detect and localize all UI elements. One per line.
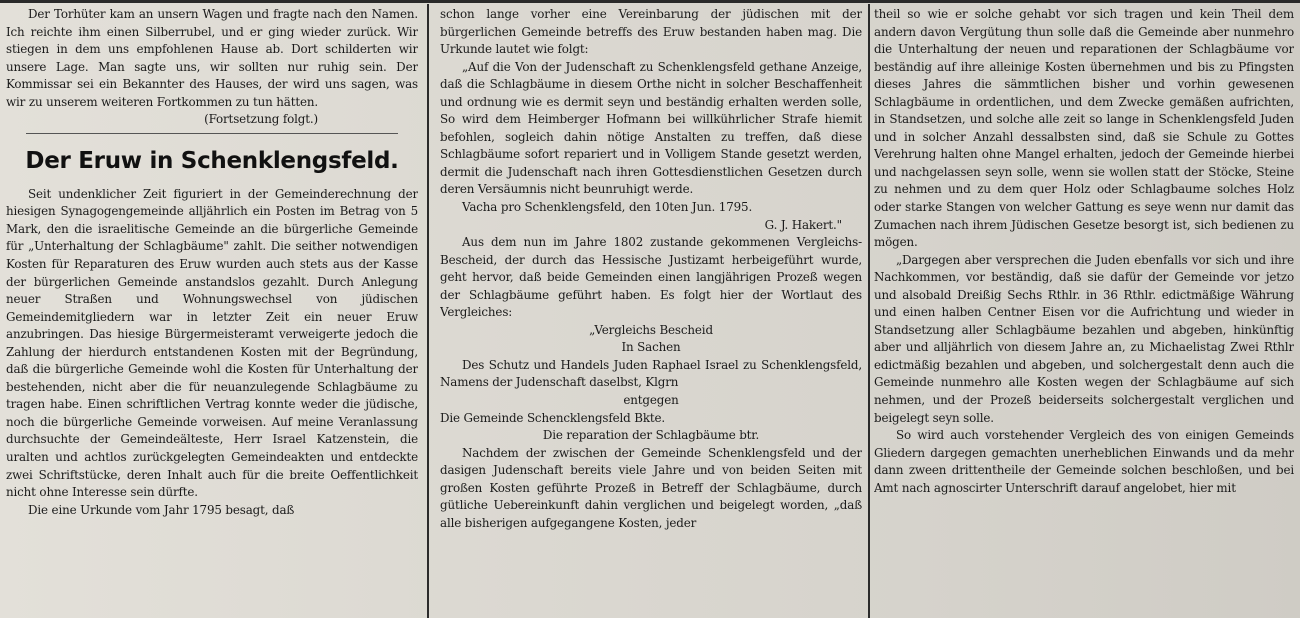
settlement-plaintiff: Des Schutz und Handels Juden Raphael Israel zu Schenklengsfeld, Namens der Judenschaft daselbst, Klgrn (440, 357, 862, 390)
column-3 (874, 6, 1294, 614)
column-2 (440, 6, 862, 614)
settlement-text-4: So wird auch vorstehender Vergleich des von einigen Gemeinds Gliedern dargegen gemachten unerheblichen Einwands und da mehr dann zween drittentheile der Gemeinde solchen beschloßen, und bei Amt nach agnoscirter Unterschrift darauf angelobet, hier mit (874, 428, 1294, 495)
column-1 (6, 6, 418, 614)
article-paragraph-3: schon lange vorher eine Vereinbarung der jüdischen mit der bürgerlichen Gemeinde betreffs des Eruw bestanden haben mag. Die Urkunde lautet wie folgt: (440, 7, 862, 57)
settlement-text-1: Nachdem der zwischen der Gemeinde Schenklengsfeld und der dasigen Judenschaft bereits viele Jahre und von beiden Seiten mit großen Kosten geführte Prozeß in Betreff der Schlagbäume, durch gütliche Uebereinkunft dahin verglichen und beigelegt worden, „daß alle bisherigen aufgegangene Kosten, jeder (440, 445, 862, 530)
document-date: Vacha pro Schenklengsfeld, den 10ten Jun. 1795. (462, 200, 753, 215)
settlement-subtitle: In Sachen (621, 340, 681, 355)
article-paragraph-2: Die eine Urkunde vom Jahr 1795 besagt, daß (28, 502, 295, 517)
document-1795: „Auf die Von der Judenschaft zu Schenklengsfeld gethane Anzeige, daß die Schlagbäume in diesem Orthe nicht in solcher Beschaffenheit und ordnung wie es dermit seyn und beständig erhalten werden solle, So wird dem Heimberger Hofmann bei willkührlicher Strafe hiemit befohlen, sogleich dahin nötige Anstalten zu treffen, daß diese Schlagbäume sofort repariert und in Volligem Stande gesetzt werden, dermit die Judenschaft nach ihren Gottesdienstlichen Gesetzen durch deren Versäumnis nicht beunruhigt werde. (440, 59, 862, 197)
document-signature: G. J. Hakert." (764, 217, 842, 232)
story-continuation: Der Torhüter kam an unsern Wagen und fragte nach den Namen. Ich reichte ihm einen Silberrubel, und er ging wieder zurück. Wir stiegen in dem uns empfohlenen Hause ab. Dort schilderten wir unsere Lage. Man sagte uns, wir sollten nur ruhig sein. Der Kommissar sei ein Bekannter des Hauses, der wird uns sagen, was wir zu unserem weiteren Fortkommen zu tun hätten. (6, 7, 418, 109)
article-headline: Der Eruw in Schenklengsfeld. (25, 147, 399, 174)
section-divider (26, 133, 398, 134)
column-rule-left (427, 4, 429, 618)
article-paragraph-1: Seit undenklicher Zeit figuriert in der Gemeinderechnung der hiesigen Synagogengemeinde alljährlich ein Posten im Betrag von 5 Mark, den die israelitische Gemeinde an die bürgerliche Gemeinde für „Unterhaltung der Schlagbäume" zahlt. Die seither notwendigen Kosten für Reparaturen des Eruw wurden auch stets aus der Kasse der bürgerlichen Gemeinde anstandslos gezahlt. Durch Anlegung neuer Straßen und Wohnungswechsel von jüdischen Gemeindemitgliedern war in letzter Zeit ein neuer Eruw anzubringen. Das hiesige Bürgermeisteramt verweigerte jedoch die Zahlung der hierdurch entstandenen Kosten mit der Begründung, daß die bürgerliche Gemeinde wohl die Kosten für Unterhaltung der bestehenden, nicht aber die für neuanzulegende Schlagbäume zu tragen habe. Einen schriftlichen Vertrag konnte weder die jüdische, noch die bürgerliche Gemeinde vorweisen. Auf meine Veranlassung durchsuchte der Gemeindeälteste, Herr Israel Katzenstein, die uralten und achtlos zurückgelegten Gemeindeakten und entdeckte zwei Schriftstücke, deren Inhalt auch für die breite Oeffentlichkeit nicht ohne Interesse sein dürfte. (6, 186, 418, 500)
article-paragraph-4: Aus dem nun im Jahre 1802 zustande gekommenen Vergleichs-Bescheid, der durch das Hessische Justizamt herbeigeführt wurde, geht hervor, daß beide Gemeinden einen langjährigen Prozeß wegen der Schlagbäume geführt haben. Es folgt hier der Wortlaut des Vergleiches: (440, 235, 862, 320)
settlement-matter: Die reparation der Schlagbäume btr. (542, 428, 760, 443)
column-rule-right (868, 4, 870, 618)
settlement-versus: entgegen (623, 393, 679, 408)
settlement-text-2: theil so wie er solche gehabt vor sich tragen und kein Theil dem andern davon Vergütung thun solle daß die Gemeinde aber nunmehro die Unterhaltung der neuen und reparationen der Schlagbäume vor beständig auf ihre alleinige Kosten übernehmen und bis zu Pfingsten dieses Jahres die sämmtlichen bisher und vorhin gewesenen Schlagbäume in ordentlichen, und dem Zwecke gemäßen aufrichten, in Standsetzen, und solche alle zeit so lange in Schenklengsfeld Juden und in solcher Anzahl dessalbsten sind, daß sie Schule zu Gottes Verehrung halten ohne Mangel erhalten, jedoch der Gemeinde hierbei und nachgelassen seyn solle, wenn sie wollen statt der Stöcke, Steine zu nehmen und zu dem quer Holz oder Schlagbaume solches Holz oder starke Stangen von welcher Gattung es seye wenn nur damit das Zumachen nach ihrem Jüdischen Gesetze besorgt ist, sich bedienen zu mögen. (874, 7, 1294, 250)
top-rule (0, 0, 1300, 3)
settlement-title: „Vergleichs Bescheid (589, 322, 713, 337)
continued-note: (Fortsetzung folgt.) (204, 112, 318, 127)
settlement-text-3: „Dargegen aber versprechen die Juden ebenfalls vor sich und ihre Nachkommen, vor beständig, daß sie dafür der Gemeinde vor jetzo und alsobald Dreißig Sechs Rthlr. in 36 Rthlr. edictmäßige Währung und einen halben Centner Eisen vor die Aufrichtung und wieder in Standsetzung aller Schlagbäume bezahlen und abgeben, hinkünftig aber und alljährlich von diesem Jahre an, zu Michaelistag Zwei Rthlr edictmäßig bezahlen und abgeben, und solchergestalt denn auch die Gemeinde nunmehro alle Kosten wegen der Schlagbäume auf sich nehmen, und der Prozeß beiderseits solchergestalt verglichen und beigelegt seyn solle. (874, 252, 1294, 425)
settlement-defendant: Die Gemeinde Schencklengsfeld Bkte. (440, 410, 666, 425)
